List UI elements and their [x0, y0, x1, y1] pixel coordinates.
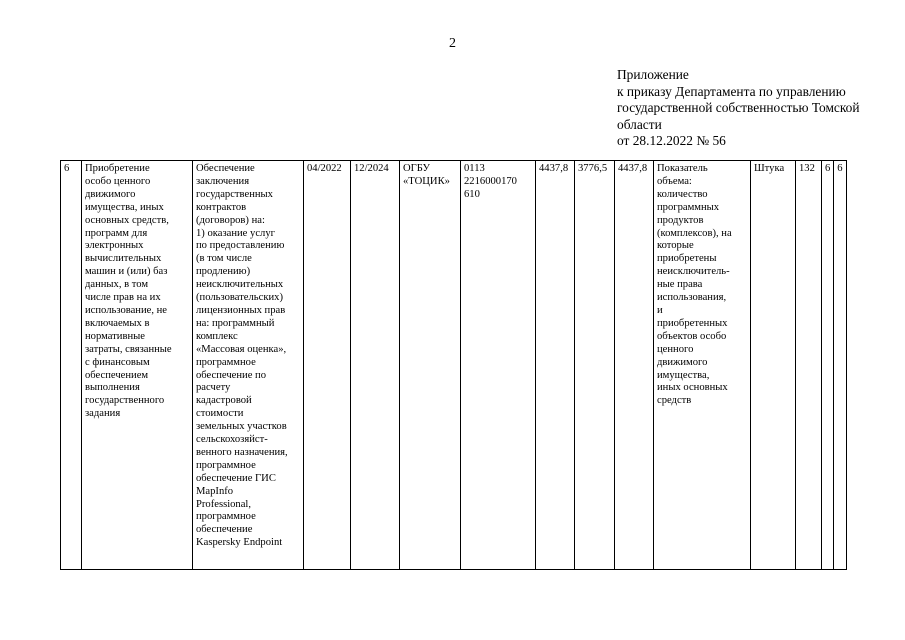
cell-text-line: государственного: [85, 395, 165, 407]
appendix-line: государственной собственностью Томской: [617, 100, 860, 116]
cell-text-line: машин и (или) баз: [85, 266, 168, 278]
budget-code-cell: [461, 161, 536, 570]
cell-text-line: MapInfo: [196, 485, 234, 497]
cell-text-line: ценного: [657, 343, 694, 355]
cell-text-line: «ТОЦИК»: [403, 175, 450, 187]
cell-text-line: имущества, иных: [85, 201, 164, 213]
cell-text-line: (в том числе: [196, 253, 252, 265]
cell-text-line: использование, не: [85, 304, 168, 316]
cell-text-line: вычислительных: [85, 253, 162, 265]
cell-text-line: объема:: [657, 175, 692, 187]
cell-text-line: с финансовым: [85, 356, 150, 368]
appendix-line: Приложение: [617, 67, 689, 82]
cell-text-line: Обеспечение: [196, 163, 255, 174]
cell-text-line: Professional,: [196, 498, 252, 510]
cell-text-line: иных основных: [657, 382, 728, 394]
activity-description-cell: [193, 161, 304, 570]
appendix-header: [617, 67, 897, 150]
indicator-value-cell: 6: [834, 161, 846, 570]
cell-text-line: (договоров) на:: [196, 214, 265, 226]
cell-text-line: продлению): [196, 266, 251, 278]
cell-text-line: Показатель: [657, 163, 708, 174]
appendix-line: к приказу Департамента по управлению: [617, 83, 846, 99]
cell-text-line: программное: [196, 459, 256, 471]
cell-text-line: обеспечение ГИС: [196, 472, 276, 484]
cell-text-line: неисключитель-: [657, 266, 730, 278]
page-number: 2: [449, 36, 456, 51]
cell-text-line: Приобретение: [85, 163, 150, 174]
cell-text-line: обеспечением: [85, 369, 149, 381]
cell-text-line: 1) оказание услуг: [196, 227, 275, 239]
cell-text-line: земельных участков: [196, 421, 287, 433]
cell-text-line: государственных: [196, 188, 273, 200]
cell-text-line: стоимости: [196, 408, 244, 420]
row-number-cell: 6: [61, 161, 82, 570]
cell-text-line: по предоставлению: [196, 240, 285, 252]
organization-cell: [400, 161, 461, 570]
cell-text-line: заключения: [196, 175, 250, 187]
cell-text-line: (пользовательских): [196, 292, 283, 304]
indicator-value-cell: 132: [796, 161, 822, 570]
cell-text-line: количество: [657, 188, 708, 200]
end-date-cell: 12/2024: [351, 161, 400, 570]
cell-text-line: объектов особо: [657, 330, 727, 342]
cell-text-line: выполнения: [85, 382, 140, 394]
value-3-cell: 4437,8: [615, 161, 654, 570]
cell-text-line: лицензионных прав: [196, 304, 286, 316]
cell-text-line: использования,: [657, 292, 727, 304]
cell-text-line: ОГБУ: [403, 163, 430, 174]
cell-text-line: 2216000170: [464, 175, 517, 187]
cell-text-line: продуктов: [657, 214, 704, 226]
indicator-value-cell: 6: [822, 161, 834, 570]
appendix-line: области: [617, 116, 662, 132]
cell-text-line: на: программный: [196, 317, 275, 329]
activities-table: [60, 160, 847, 570]
cell-text-line: программных: [657, 201, 720, 213]
cell-text-line: контрактов: [196, 201, 247, 213]
cell-text-line: средств: [657, 395, 692, 407]
cell-text-line: движимого: [657, 356, 708, 368]
appendix-line: от 28.12.2022 № 56: [617, 133, 726, 149]
value-2-cell: 3776,5: [575, 161, 615, 570]
cell-text-line: электронных: [85, 240, 144, 252]
cell-text-line: движимого: [85, 188, 136, 200]
cell-text-line: имущества,: [657, 369, 710, 381]
cell-text-line: программное: [196, 511, 256, 523]
start-date-cell: 04/2022: [304, 161, 351, 570]
cell-text-line: которые: [657, 240, 694, 252]
cell-text-line: программ для: [85, 227, 148, 239]
cell-text-line: Kaspersky Endpoint: [196, 537, 283, 549]
cell-text-line: комплекс: [196, 330, 238, 342]
cell-text-line: обеспечение: [196, 524, 253, 536]
cell-text-line: включаемых в: [85, 317, 150, 329]
cell-text-line: сельскохозяйст-: [196, 434, 268, 446]
cell-text-line: задания: [85, 408, 121, 420]
cell-text-line: кадастровой: [196, 395, 252, 407]
unit-cell: Штука: [751, 161, 796, 570]
value-1-cell: 4437,8: [536, 161, 575, 570]
cell-text-line: приобретены: [657, 253, 717, 265]
cell-text-line: 610: [464, 188, 480, 200]
cell-text-line: данных, в том: [85, 279, 149, 291]
cell-text-line: основных средств,: [85, 214, 169, 226]
table-row: [61, 161, 847, 570]
indicator-cell: [654, 161, 751, 570]
cell-text-line: затраты, связанные: [85, 343, 172, 355]
cell-text-line: нормативные: [85, 330, 145, 342]
cell-text-line: венного назначения,: [196, 446, 288, 458]
cell-text-line: приобретенных: [657, 317, 728, 329]
cell-text-line: и: [657, 304, 663, 316]
cell-text-line: числе прав на их: [85, 292, 161, 304]
cell-text-line: ные права: [657, 279, 703, 291]
cell-text-line: расчету: [196, 382, 231, 394]
cell-text-line: программное: [196, 356, 256, 368]
cell-text-line: «Массовая оценка»,: [196, 343, 287, 355]
cell-text-line: особо ценного: [85, 175, 151, 187]
cell-text-line: обеспечение по: [196, 369, 267, 381]
activity-name-cell: [82, 161, 193, 570]
cell-text-line: (комплексов), на: [657, 227, 732, 239]
cell-text-line: 0113: [464, 163, 485, 174]
cell-text-line: неисключительных: [196, 279, 284, 291]
